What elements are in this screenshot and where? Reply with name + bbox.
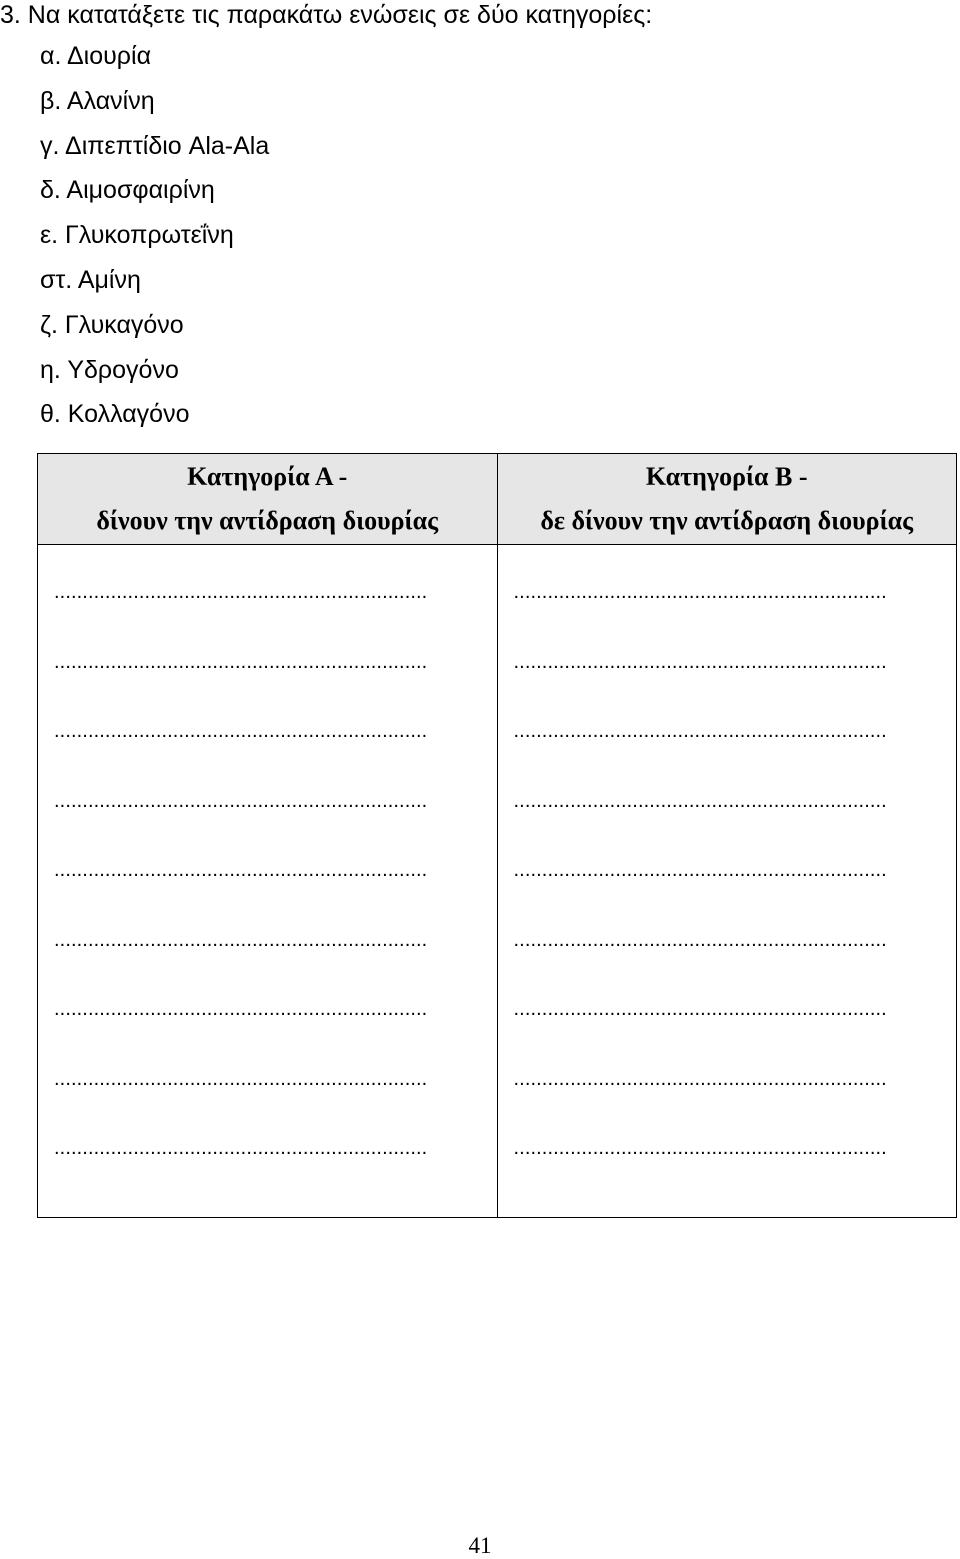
blank-answer-line[interactable]: ..................................................................	[513, 789, 887, 812]
category-a-header	[38, 454, 498, 545]
category-b-header	[497, 454, 957, 545]
blank-answer-line[interactable]: ..................................................................	[513, 1067, 887, 1090]
blank-answer-line[interactable]: ..................................................................	[513, 720, 887, 742]
blank-answer-line[interactable]: ..................................................................	[54, 1137, 428, 1159]
choice-item: η. Υδρογόνο	[40, 355, 179, 384]
blank-answer-line[interactable]: ..................................................................	[513, 581, 887, 603]
category-b-answer-cell[interactable]	[497, 545, 957, 1218]
blank-answer-line[interactable]: ..................................................................	[54, 650, 428, 673]
blank-answer-line[interactable]: ..................................................................	[54, 928, 428, 951]
blank-answer-line[interactable]: ..................................................................	[513, 998, 887, 1020]
blank-answer-line[interactable]: ..................................................................	[513, 1137, 887, 1159]
category-table	[37, 453, 957, 1218]
blank-answer-line[interactable]: ..................................................................	[54, 720, 428, 742]
blank-answer-line[interactable]: ..................................................................	[513, 859, 887, 881]
choice-item: α. Διουρία	[40, 42, 152, 70]
choice-item: ε. Γλυκοπρωτεΐνη	[40, 221, 234, 250]
choice-item: δ. Αιμοσφαιρίνη	[40, 176, 215, 205]
question-text: 3. Να κατατάξετε τις παρακάτω ενώσεις σε δύο κατηγορίες:	[0, 1, 653, 29]
choice-item: ζ. Γλυκαγόνο	[40, 310, 184, 339]
choice-item: θ. Κολλαγόνο	[40, 400, 190, 429]
choice-item: β. Αλανίνη	[40, 86, 155, 115]
blank-answer-line[interactable]: ..................................................................	[54, 998, 428, 1020]
category-a-blank-lines	[38, 545, 497, 1195]
category-a-answer-cell[interactable]	[38, 545, 498, 1218]
category-a-subtitle: δίνουν την αντίδραση διουρίας	[96, 506, 439, 535]
blank-answer-line[interactable]: ..................................................................	[54, 859, 428, 881]
page-number: 41	[468, 1533, 492, 1558]
blank-answer-line[interactable]: ..................................................................	[513, 928, 887, 951]
choice-item: γ. Διπεπτίδιο Ala-Ala	[40, 131, 270, 160]
category-a-title: Κατηγορία Α -	[187, 462, 348, 491]
category-b-subtitle: δε δίνουν την αντίδραση διουρίας	[540, 506, 914, 535]
category-b-title: Κατηγορία Β -	[645, 462, 808, 491]
category-b-blank-lines	[498, 545, 957, 1195]
blank-answer-line[interactable]: ..................................................................	[54, 1067, 428, 1090]
choice-item: στ. Αμίνη	[40, 265, 141, 294]
choices-list	[40, 41, 269, 444]
blank-answer-line[interactable]: ..................................................................	[54, 581, 428, 603]
blank-answer-line[interactable]: ..................................................................	[54, 789, 428, 812]
blank-answer-line[interactable]: ..................................................................	[513, 650, 887, 673]
